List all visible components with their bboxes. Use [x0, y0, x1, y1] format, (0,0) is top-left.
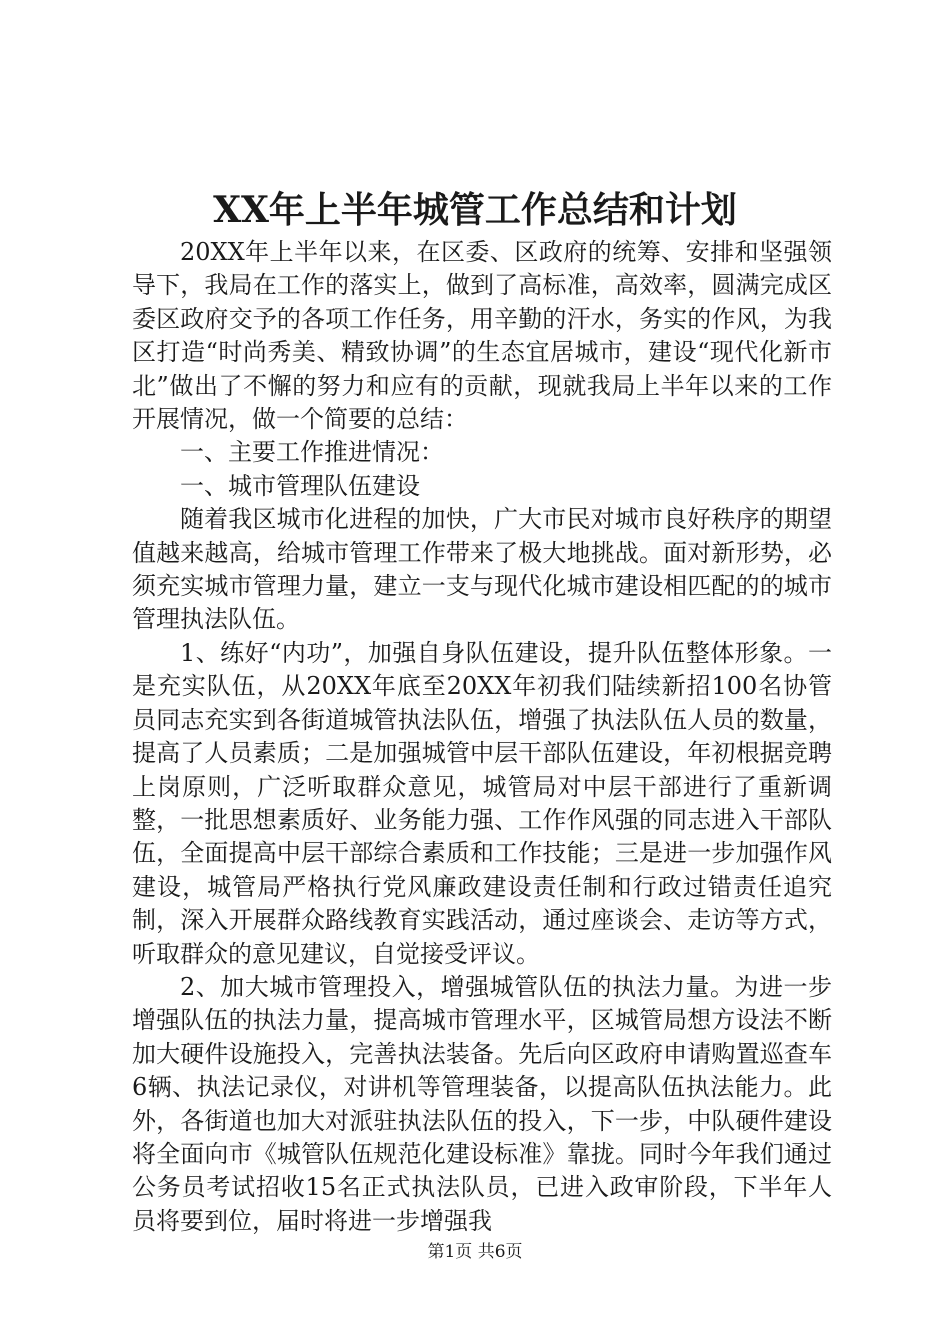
page-number: 第1页 共6页 — [427, 1242, 523, 1262]
paragraph-intro: 20XX年上半年以来，在区委、区政府的统筹、安排和坚强领导下，我局在工作的落实上，做到了高标准，高效率，圆满完成区委区政府交予的各项工作任务，用辛勤的汗水，务实的作风，为我区打造“时尚秀美、精致协调”的生态宜居城市，建设“现代化新市北”做出了不懈的努力和应有的贡献，现就我局上半年以来的工作开展情况，做一个简要的总结： — [132, 238, 832, 434]
section-heading-team-building: 一、城市管理队伍建设 — [180, 471, 420, 500]
document-title: XX年上半年城管工作总结和计划 — [213, 189, 737, 231]
paragraph-background: 随着我区城市化进程的加快，广大市民对城市良好秩序的期望值越来越高，给城市管理工作带来了极大地挑战。面对新形势，必须充实城市管理力量，建立一支与现代化城市建设相匹配的的城市管理执法队伍。 — [132, 505, 832, 634]
paragraph-item-2: 2、加大城市管理投入，增强城管队伍的执法力量。为进一步增强队伍的执法力量，提高城市管理水平，区城管局想方设法不断加大硬件设施投入，完善执法装备。先后向区政府申请购置巡查车6辆、执法记录仪，对讲机等管理装备，以提高队伍执法能力。此外，各街道也加大对派驻执法队伍的投入，下一步，中队硬件建设将全面向市《城管队伍规范化建设标准》靠拢。同时今年我们通过公务员考试招收15名正式执法队员，已进入政审阶段，下半年人员将要到位，届时将进一步增强我 — [132, 972, 832, 1235]
document-body — [132, 236, 832, 1238]
section-heading-main-work: 一、主要工作推进情况： — [180, 438, 444, 467]
paragraph-item-1: 1、练好“内功”，加强自身队伍建设，提升队伍整体形象。一是充实队伍，从20XX年底至20XX年初我们陆续新招100名协管员同志充实到各街道城管执法队伍，增强了执法队伍人员的数量，提高了人员素质；二是加强城管中层干部队伍建设，年初根据竞聘上岗原则，广泛听取群众意见，城管局对中层干部进行了重新调整，一批思想素质好、业务能力强、工作作风强的同志进入干部队伍，全面提高中层干部综合素质和工作技能；三是进一步加强作风建设，城管局严格执行党风廉政建设责任制和行政过错责任追究制，深入开展群众路线教育实践活动，通过座谈会、走访等方式，听取群众的意见建议，自觉接受评议。 — [132, 638, 832, 968]
